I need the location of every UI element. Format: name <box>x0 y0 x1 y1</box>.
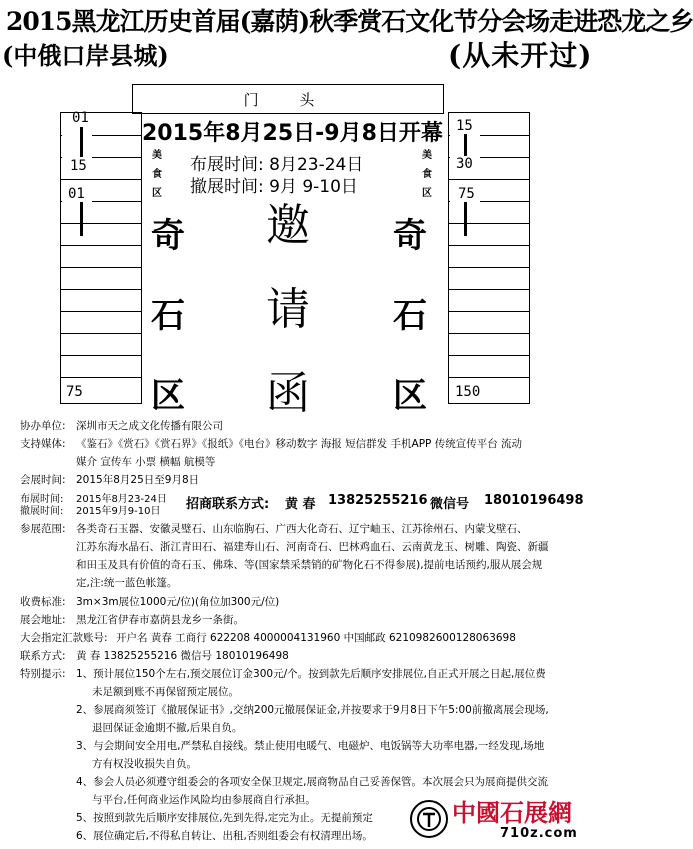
scope-line2: 江苏东海水晶石、浙江青田石、福建寿山石、河南奇石、巴林鸡血石、云南黄龙玉、树雕、陶瓷、新疆 <box>76 541 549 553</box>
right-tick-top: 15 <box>456 118 473 134</box>
scope-line1: 各类奇石玉器、安徽灵璧石、山东临朐石、广西大化奇石、辽宁岫玉、江苏徐州石、内蒙戈壁石、 <box>76 523 528 535</box>
gate-label: 门 头 <box>243 91 333 109</box>
note-3b: 方有权没收损失自负。 <box>92 758 197 770</box>
watermark-name: 中國石展網 <box>452 798 572 827</box>
left-marker-bar2 <box>80 202 83 236</box>
notes-label: 特别提示: <box>20 668 66 680</box>
recruit-name: 黄 春 <box>285 497 316 512</box>
note-3a: 3、与会期间安全用电,严禁私自接线。禁止使用电暖气、电磁炉、电饭锅等大功率电器,一经发现,场地 <box>76 740 545 752</box>
contact-label: 联系方式: <box>20 650 66 662</box>
left-marker-bar <box>80 127 83 157</box>
organizer: 深圳市天之成文化传播有限公司 <box>76 420 223 432</box>
stone-area-right: 奇 石 区 <box>393 216 427 416</box>
scope-label: 参展范围: <box>20 523 66 535</box>
media-line2: 媒介 宣传车 小票 横幅 航模等 <box>76 456 216 468</box>
address-label: 展会地址: <box>20 614 66 626</box>
setup-detail: 2015年8月23-24日 <box>76 494 167 505</box>
fee-label: 收费标准: <box>20 596 66 608</box>
media-line1: 《鉴石》《赏石》《赏石界》《报纸》《电台》移动数字 海报 短信群发 手机APP 传统宣传平台 流动 <box>76 438 523 450</box>
left-tick-bottom: 75 <box>66 384 83 400</box>
recruit-wechat: 18010196498 <box>484 493 584 508</box>
right-tick-bottom: 150 <box>455 384 481 400</box>
watermark-url: 710z.com <box>500 826 578 841</box>
right-tick-mid: 30 <box>456 156 473 172</box>
period: 2015年8月25日至9月8日 <box>76 474 200 486</box>
subtitle-left: (中俄口岸县城) <box>2 41 169 70</box>
recruit-label: 招商联系方式: <box>186 497 270 512</box>
invitation-title: 邀 请 函 <box>266 200 310 419</box>
right-marker-bar <box>464 134 467 156</box>
teardown-detail: 2015年9月9-10日 <box>76 506 161 517</box>
fee: 3m×3m展位1000元/位)(角位加300元/位) <box>76 596 280 608</box>
right-tick-mid2: 75 <box>458 186 475 202</box>
main-title: 2015黑龙江历史首届(嘉荫)秋季赏石文化节分会场走进恐龙之乡 <box>6 7 693 36</box>
recruit-phone: 13825255216 <box>328 493 428 508</box>
address: 黑龙江省伊春市嘉荫县龙乡一条街。 <box>76 614 244 626</box>
left-tick-top: 01 <box>72 110 89 126</box>
food-area-left: 美 食 区 <box>152 150 162 199</box>
watermark-logo-icon <box>410 800 448 838</box>
media-label: 支持媒体: <box>20 438 66 450</box>
exhibition-dates: 2015年8月25日-9月8日开幕 <box>142 121 443 146</box>
gate-box <box>132 84 444 114</box>
note-2b: 退回保证金逾期不撤,后果自负。 <box>92 722 243 734</box>
bank-label: 大会指定汇款账号: <box>20 632 108 644</box>
left-tick-mid2: 01 <box>68 186 85 202</box>
contact: 黄 春 13825255216 微信号 18010196498 <box>76 650 289 662</box>
left-tick-mid: 15 <box>70 158 87 174</box>
scope-line4: 定,注:统一蓝色帐篷。 <box>76 577 178 589</box>
note-1a: 1、预计展位150个左右,预交展位订金300元/个。按到款先后顺序安排展位,自正式开展之日起,展位费 <box>76 668 546 680</box>
note-5: 5、按照到款先后顺序安排展位,先到先得,定完为止。无提前预定 <box>76 812 373 824</box>
organizer-label: 协办单位: <box>20 420 66 432</box>
subtitle-right: (从未开过) <box>448 39 593 72</box>
teardown-label: 撤展时间: <box>20 506 64 517</box>
teardown-time: 撤展时间: 9月 9-10日 <box>190 177 358 197</box>
right-marker-bar2 <box>464 202 467 236</box>
recruit-wechat-label: 微信号 <box>430 497 470 512</box>
food-area-right: 美 食 区 <box>422 150 432 199</box>
stone-area-left: 奇 石 区 <box>151 216 185 416</box>
note-4b: 与平台,任何商业运作风险均由参展商自行承担。 <box>92 794 316 806</box>
bank-account: 开户名 黄春 工商行 622208 4000004131960 中国邮政 6210982600128063698 <box>116 632 516 644</box>
note-2a: 2、参展商须签订《撤展保证书》,交纳200元撤展保证金,并按要求于9月8日下午5:00前撤离展会现场, <box>76 704 549 716</box>
left-label-bg <box>62 124 92 158</box>
note-6: 6、展位确定后,不得私自转让、出租,否则组委会有权清理出场。 <box>76 830 373 842</box>
setup-label: 布展时间: <box>20 494 64 505</box>
period-label: 会展时间: <box>20 474 66 486</box>
note-4a: 4、参会人员必须遵守组委会的各项安全保卫规定,展商物品自己妥善保管。本次展会只为展商提供交流 <box>76 776 549 788</box>
note-1b: 未足额到账不再保留预定展位。 <box>92 686 239 698</box>
scope-line3: 和田玉及具有价值的奇石玉、佛珠、等(国家禁采禁销的矿物化石不得参展),提前电话预约,服从展会规 <box>76 559 543 571</box>
setup-time: 布展时间: 8月23-24日 <box>190 155 364 175</box>
